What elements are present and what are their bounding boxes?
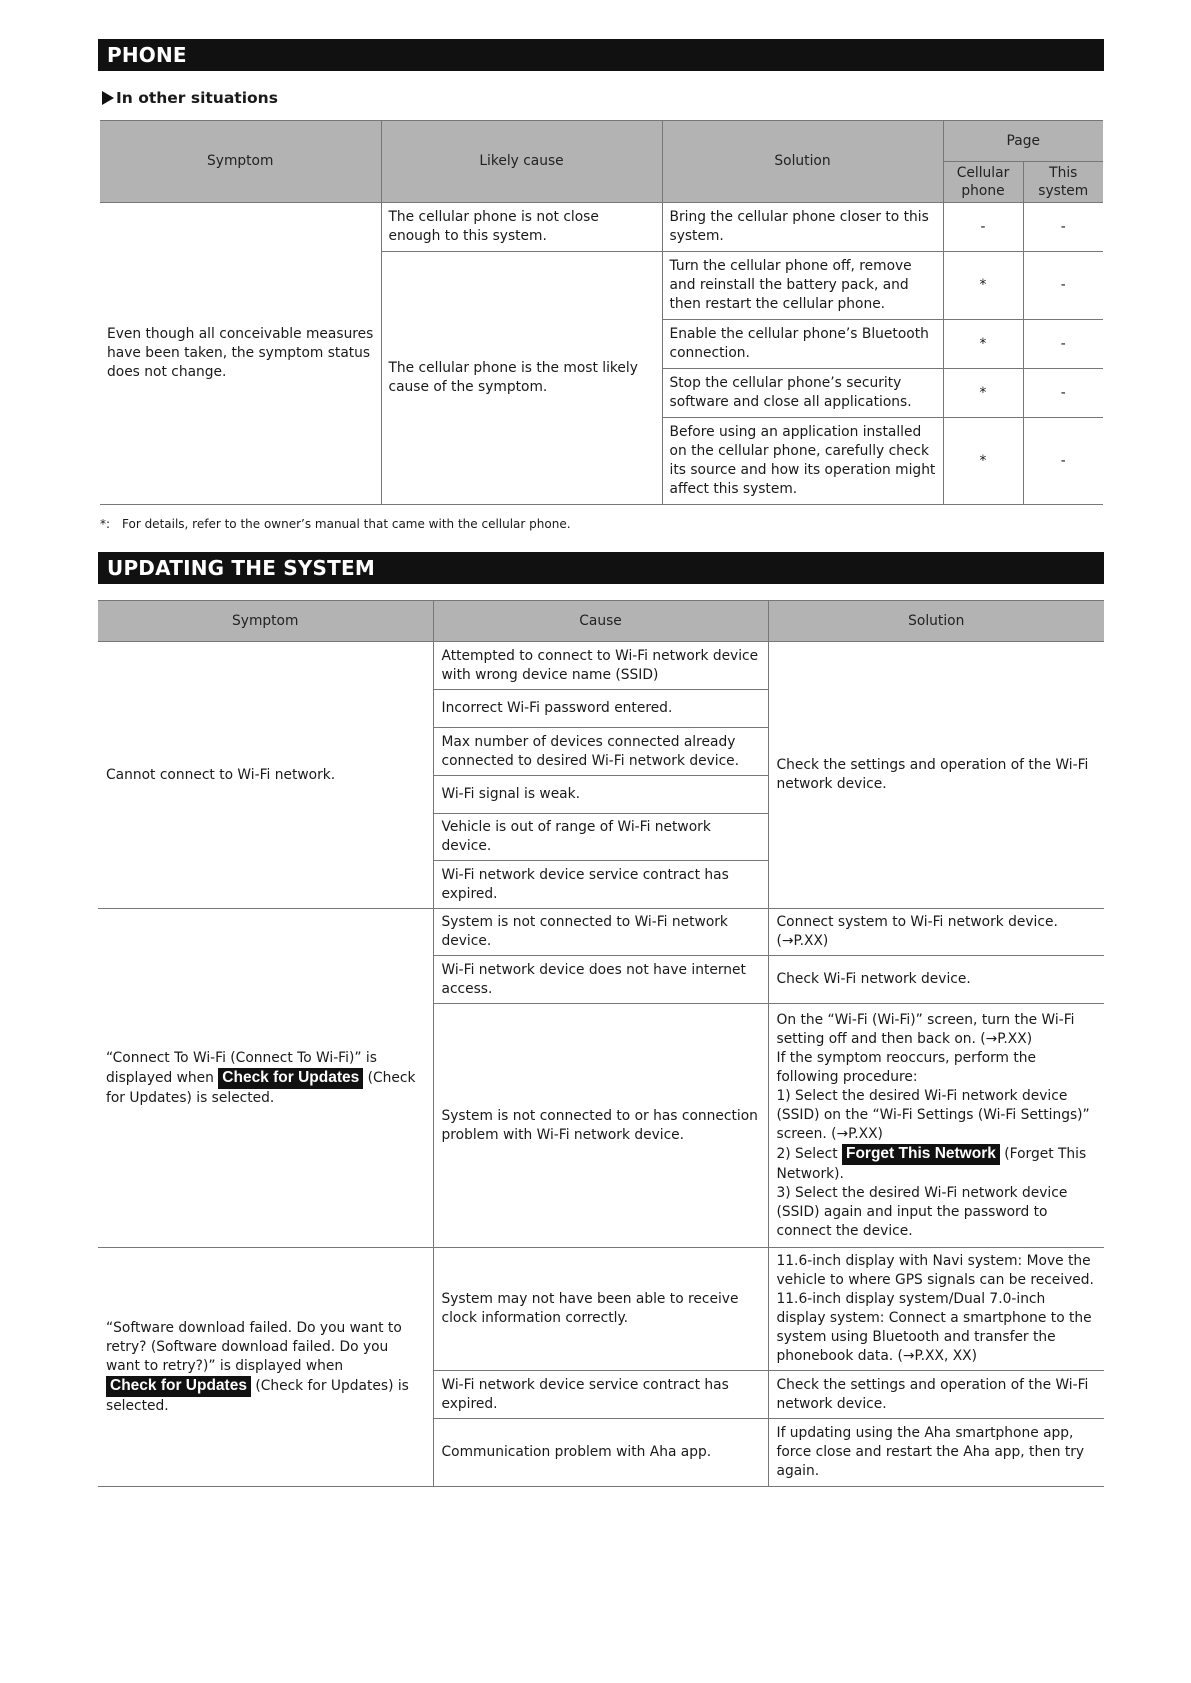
solution-text: 2) Select <box>776 1145 838 1162</box>
solution-cell: 11.6-inch display with Navi system: Move the vehicle to where GPS signals can be received. 11.6-inch display system/Dual 7.0-inch display system: Connect a smartphone to the system using Bluetooth and transfer the phonebook data. (→P.XX, XX) <box>768 1248 1104 1371</box>
solution-line: 3) Select the desired Wi-Fi network device (SSID) again and input the password to connect the device. <box>776 1184 1068 1239</box>
phone-troubleshooting-table <box>100 120 1103 505</box>
cause-cell: Wi-Fi network device service contract has expired. <box>433 1371 768 1419</box>
solution-cell: Enable the cellular phone’s Bluetooth connection. <box>662 320 943 369</box>
cause-cell: The cellular phone is not close enough to this system. <box>381 203 662 252</box>
system-page-cell: - <box>1023 320 1103 369</box>
cause-cell: System is not connected to or has connection problem with Wi-Fi network device. <box>433 1004 768 1248</box>
cause-cell: Wi-Fi signal is weak. <box>433 776 768 814</box>
symptom-cell: Cannot connect to Wi-Fi network. <box>98 642 433 909</box>
cellular-page-cell: * <box>943 369 1023 418</box>
system-page-cell: - <box>1023 252 1103 320</box>
cellular-page-cell: * <box>943 252 1023 320</box>
footnote-text: For details, refer to the owner’s manual that came with the cellular phone. <box>122 517 571 531</box>
cellular-page-cell: * <box>943 418 1023 505</box>
solution-line <box>777 1144 1097 1184</box>
header-cellular-phone: Cellular phone <box>943 162 1023 203</box>
cause-cell: System is not connected to Wi-Fi network device. <box>433 909 768 956</box>
solution-cell: Check the settings and operation of the Wi-Fi network device. <box>768 1371 1104 1419</box>
system-page-cell: - <box>1023 203 1103 252</box>
solution-cell: If updating using the Aha smartphone app, force close and restart the Aha app, then try again. <box>768 1419 1104 1487</box>
symptom-text: “Connect To Wi-Fi (Connect To Wi-Fi)” is displayed when <box>106 1049 377 1086</box>
solution-cell: Stop the cellular phone’s security software and close all applications. <box>662 369 943 418</box>
footnote <box>100 517 1104 531</box>
header-page: Page <box>943 121 1103 162</box>
solution-line: 1) Select the desired Wi-Fi network device (SSID) on the “Wi-Fi Settings (Wi-Fi Settings)” screen. (→P.XX) <box>776 1087 1090 1142</box>
header-cause: Cause <box>433 601 768 642</box>
solution-cell: Before using an application installed on the cellular phone, carefully check its source and how its operation might affect this system. <box>662 418 943 505</box>
page <box>98 39 1104 1487</box>
solution-line: If the symptom reoccurs, perform the following procedure: <box>776 1049 1037 1085</box>
cause-cell: Max number of devices connected already connected to desired Wi-Fi network device. <box>433 728 768 776</box>
solution-line: On the “Wi-Fi (Wi-Fi)” screen, turn the Wi-Fi setting off and then back on. (→P.XX) <box>776 1011 1075 1047</box>
cause-cell: Vehicle is out of range of Wi-Fi network device. <box>433 814 768 861</box>
header-likely-cause: Likely cause <box>381 121 662 203</box>
system-page-cell: - <box>1023 369 1103 418</box>
symptom-cell <box>98 909 433 1248</box>
cause-cell: The cellular phone is the most likely cause of the symptom. <box>381 252 662 505</box>
cause-cell: Communication problem with Aha app. <box>433 1419 768 1487</box>
symptom-text: “Software download failed. Do you want to retry? (Software download failed. Do you want to retry?)” is displayed when <box>106 1319 402 1374</box>
phone-subheading <box>102 89 1104 107</box>
footnote-mark: *: <box>100 517 111 531</box>
cause-cell: Incorrect Wi-Fi password entered. <box>433 690 768 728</box>
symptom-cell <box>98 1248 433 1487</box>
header-solution: Solution <box>768 601 1104 642</box>
phone-section-title: PHONE <box>98 39 1104 71</box>
symptom-text: (Check for Updates) is selected. <box>106 1069 416 1106</box>
symptom-cell: Even though all conceivable measures have been taken, the symptom status does not change. <box>100 203 381 505</box>
cause-cell: System may not have been able to receive clock information correctly. <box>433 1248 768 1371</box>
solution-cell: Turn the cellular phone off, remove and reinstall the battery pack, and then restart the cellular phone. <box>662 252 943 320</box>
solution-cell: Check Wi-Fi network device. <box>768 956 1104 1004</box>
cellular-page-cell: * <box>943 320 1023 369</box>
solution-text: (Forget This Network). <box>776 1145 1087 1182</box>
check-for-updates-button: Check for Updates <box>106 1376 251 1397</box>
symptom-text: (Check for Updates) is selected. <box>106 1377 409 1414</box>
update-section-title: UPDATING THE SYSTEM <box>98 552 1104 584</box>
solution-cell <box>768 1004 1104 1248</box>
forget-this-network-button: Forget This Network <box>842 1144 1000 1165</box>
cause-cell: Wi-Fi network device does not have internet access. <box>433 956 768 1004</box>
subheading-text: In other situations <box>116 89 278 107</box>
cause-cell: Attempted to connect to Wi-Fi network device with wrong device name (SSID) <box>433 642 768 690</box>
solution-cell: Connect system to Wi-Fi network device. (→P.XX) <box>768 909 1104 956</box>
check-for-updates-button: Check for Updates <box>218 1068 363 1089</box>
update-troubleshooting-table <box>98 600 1104 1487</box>
header-this-system: This system <box>1023 162 1103 203</box>
triangle-bullet-icon <box>102 91 114 105</box>
cellular-page-cell: - <box>943 203 1023 252</box>
system-page-cell: - <box>1023 418 1103 505</box>
solution-cell: Bring the cellular phone closer to this system. <box>662 203 943 252</box>
solution-cell: Check the settings and operation of the Wi-Fi network device. <box>768 642 1104 909</box>
header-symptom: Symptom <box>100 121 381 203</box>
header-symptom: Symptom <box>98 601 433 642</box>
cause-cell: Wi-Fi network device service contract has expired. <box>433 861 768 909</box>
header-solution: Solution <box>662 121 943 203</box>
